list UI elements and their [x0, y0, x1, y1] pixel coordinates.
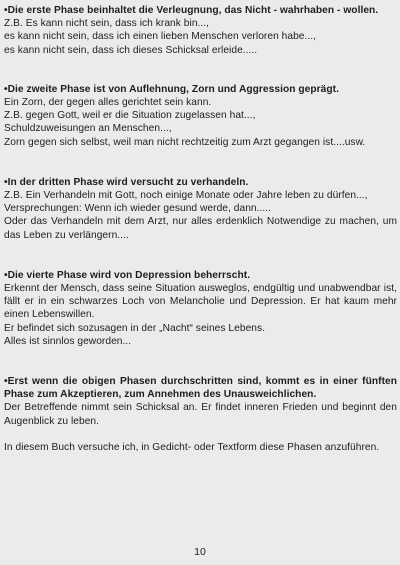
body-line: Z.B. Ein Verhandeln mit Gott, noch einige Monate oder Jahre leben zu dürfen..., — [4, 190, 368, 202]
body-line: Der Betreffende nimmt sein Schicksal an. Er findet inneren Frieden und beginnt den Augenblick zu leben. — [4, 402, 397, 427]
section-phase-4 — [4, 269, 397, 348]
section-phase-3 — [4, 176, 397, 242]
section-heading: •Die erste Phase beinhaltet die Verleugnung, das Nicht - wahrhaben - wollen. — [4, 5, 379, 16]
section-phase-5 — [4, 375, 397, 454]
body-line: Ein Zorn, der gegen alles gerichtet sein kann. — [4, 97, 212, 109]
section-heading: •In der dritten Phase wird versucht zu verhandeln. — [4, 176, 249, 188]
page-number: 10 — [194, 546, 206, 558]
section-heading: •Die vierte Phase wird von Depression beherrscht. — [4, 269, 251, 281]
body-line: In diesem Buch versuche ich, in Gedicht- oder Textform diese Phasen anzuführen. — [4, 442, 380, 454]
section-heading: •Die zweite Phase ist von Auflehnung, Zorn und Aggression geprägt. — [4, 83, 339, 95]
body-line: Oder das Verhandeln mit dem Arzt, nur alles erdenklich Notwendige zu machen, um das Leben zu verlängern.... — [4, 216, 397, 241]
blank-line — [4, 428, 397, 441]
section-phase-2 — [4, 83, 397, 149]
body-line: Versprechungen: Wenn ich wieder gesund werde, dann..... — [4, 203, 272, 215]
body-line: Erkennt der Mensch, dass seine Situation ausweglos, endgültig und unabwendbar ist, fällt er in ein schwarzes Loch von Melancholie und Depression. Er hat kaum mehr einen Lebenswillen. — [4, 283, 397, 321]
body-line: Schuldzuweisungen an Menschen..., — [4, 123, 172, 135]
body-line: Z.B. Es kann nicht sein, dass ich krank bin..., — [4, 18, 210, 30]
section-heading: •Erst wenn die obigen Phasen durchschritten sind, kommt es in einer fünften Phase zum Akzeptieren, zum Annehmen des Unausweichlichen. — [4, 376, 397, 401]
body-line: Z.B. gegen Gott, weil er die Situation zugelassen hat..., — [4, 110, 256, 122]
body-line: Er befindet sich sozusagen in der „Nacht“ seines Lebens. — [4, 322, 266, 334]
body-line: Alles ist sinnlos geworden... — [4, 335, 132, 347]
body-line: es kann nicht sein, dass ich einen lieben Menschen verloren habe..., — [4, 31, 317, 43]
page-content — [4, 4, 397, 481]
body-line: Zorn gegen sich selbst, weil man nicht rechtzeitig zum Arzt gegangen ist....usw. — [4, 136, 366, 148]
body-line: es kann nicht sein, dass ich dieses Schicksal erleide..... — [4, 44, 258, 56]
section-phase-1 — [4, 4, 397, 57]
